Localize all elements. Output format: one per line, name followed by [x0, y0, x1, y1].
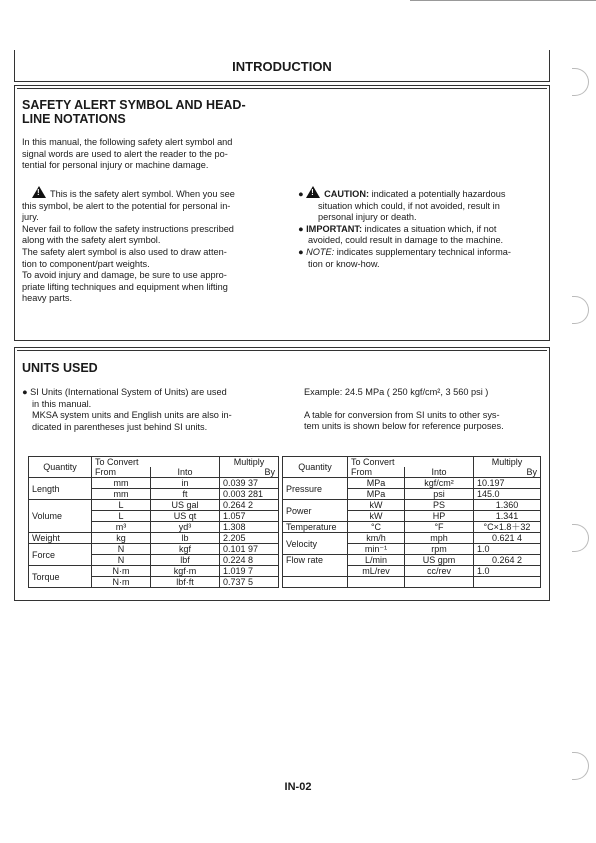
conversion-table — [28, 456, 541, 588]
quantity-cell: Length — [29, 478, 92, 500]
from-cell: mm — [92, 489, 151, 500]
into-cell: cc/rev — [405, 566, 474, 577]
by-cell: 0.264 2 — [474, 555, 541, 566]
into-cell: US qt — [151, 511, 220, 522]
binder-hole — [572, 752, 589, 780]
by-cell: 10.197 — [474, 478, 541, 489]
by-cell: 1.360 — [474, 500, 541, 511]
page-title: INTRODUCTION — [232, 59, 332, 74]
from-cell: min⁻¹ — [348, 544, 405, 555]
quantity-cell: Power — [283, 500, 348, 522]
text-line: This is the safety alert symbol. When you see — [50, 189, 235, 199]
text-line: indicated a potentially hazardous — [371, 189, 506, 199]
text-line: In this manual, the following safety alert symbol and — [22, 137, 233, 147]
from-cell: N — [92, 555, 151, 566]
from-cell: mL/rev — [348, 566, 405, 577]
by-cell: 0.003 281 — [220, 489, 279, 500]
into-cell: kgf — [151, 544, 220, 555]
empty-cell — [474, 577, 541, 588]
text-line: avoided, could result in damage to the machine. — [308, 235, 504, 246]
into-cell: psi — [405, 489, 474, 500]
symbol-paragraph — [22, 186, 272, 305]
into-cell: HP — [405, 511, 474, 522]
text-line: SI Units (International System of Units) are used — [30, 387, 227, 397]
quantity-cell: Temperature — [283, 522, 348, 533]
col-header-into: Into — [405, 467, 474, 478]
col-header-quantity: Quantity — [283, 457, 348, 478]
text-line: situation which could, if not avoided, result in — [318, 200, 500, 211]
col-header-quantity: Quantity — [29, 457, 92, 478]
empty-cell — [405, 577, 474, 588]
text-line: this symbol, be alert to the potential for personal in- — [22, 200, 231, 211]
from-cell: L/min — [348, 555, 405, 566]
text-line: To avoid injury and damage, be sure to use appro- — [22, 270, 227, 281]
heading-line: SAFETY ALERT SYMBOL AND HEAD- — [22, 98, 246, 112]
text-line: personal injury or death. — [318, 212, 417, 223]
into-cell: lbf — [151, 555, 220, 566]
important-label: IMPORTANT: — [306, 223, 363, 234]
into-cell: mph — [405, 533, 474, 544]
section-heading — [22, 98, 246, 126]
units-paragraph — [22, 387, 282, 433]
by-cell: 1.308 — [220, 522, 279, 533]
into-cell: in — [151, 478, 220, 489]
example-paragraph — [304, 387, 544, 433]
safety-alert-icon: ! — [306, 186, 320, 198]
text-line: along with the safety alert symbol. — [22, 235, 161, 246]
from-cell: MPa — [348, 478, 405, 489]
from-cell: mm — [92, 478, 151, 489]
col-header-by: By — [474, 467, 541, 478]
by-cell: 0.737 5 — [220, 577, 279, 588]
into-cell: ft — [151, 489, 220, 500]
empty-cell — [283, 577, 348, 588]
text-line: A table for conversion from SI units to other sys- — [304, 409, 500, 420]
quantity-cell: Weight — [29, 533, 92, 544]
heading-line: LINE NOTATIONS — [22, 112, 126, 126]
by-cell: 0.224 8 — [220, 555, 279, 566]
table-row — [29, 522, 541, 533]
section-inner-rule — [17, 350, 547, 351]
table-header-row — [29, 457, 541, 468]
col-header-into: Into — [151, 467, 220, 478]
from-cell: °C — [348, 522, 405, 533]
example-line: Example: 24.5 MPa ( 250 kgf/cm², 3 560 psi ) — [304, 387, 489, 397]
by-cell: 1.0 — [474, 544, 541, 555]
table-row — [29, 577, 541, 588]
from-cell: L — [92, 511, 151, 522]
by-cell: 2.205 — [220, 533, 279, 544]
by-cell: 145.0 — [474, 489, 541, 500]
text-line: heavy parts. — [22, 293, 73, 304]
text-line: Never fail to follow the safety instructions prescribed — [22, 223, 234, 234]
bullet-icon: ● — [298, 246, 307, 257]
text-line: jury. — [22, 212, 39, 223]
into-cell: °F — [405, 522, 474, 533]
by-cell: 0.264 2 — [220, 500, 279, 511]
bullet-icon: ● — [22, 387, 31, 397]
from-cell: N·m — [92, 566, 151, 577]
text-line: The safety alert symbol is also used to draw atten- — [22, 246, 227, 257]
col-header-multiply: Multiply — [220, 457, 279, 468]
quantity-cell: Force — [29, 544, 92, 566]
by-cell: 1.057 — [220, 511, 279, 522]
quantity-cell: Torque — [29, 566, 92, 588]
into-cell: PS — [405, 500, 474, 511]
notation-list — [298, 186, 538, 270]
quantity-cell: Volume — [29, 500, 92, 533]
by-cell: 0.039 37 — [220, 478, 279, 489]
text-line: in this manual. — [32, 398, 92, 409]
text-line: tem units is shown below for reference purposes. — [304, 421, 504, 432]
table-row — [29, 555, 541, 566]
from-cell: m³ — [92, 522, 151, 533]
by-cell: 1.0 — [474, 566, 541, 577]
from-cell: km/h — [348, 533, 405, 544]
col-header-from: From — [92, 467, 151, 478]
text-line: MKSA system units and English units are also in- — [32, 410, 232, 421]
title-rule — [14, 81, 550, 82]
into-cell: yd³ — [151, 522, 220, 533]
page-number: IN-02 — [284, 781, 312, 793]
quantity-cell: Flow rate — [283, 555, 348, 577]
table-row — [29, 533, 541, 544]
intro-paragraph — [22, 137, 272, 172]
from-cell: kW — [348, 500, 405, 511]
text-line: priate lifting techniques and equipment when lifting — [22, 281, 228, 292]
from-cell: L — [92, 500, 151, 511]
by-cell: °C×1.8＋32 — [474, 522, 541, 533]
col-header-multiply: Multiply — [474, 457, 541, 468]
from-cell: N — [92, 544, 151, 555]
text-line: indicates supplementary technical informa- — [336, 246, 511, 257]
text-line: signal words are used to alert the reader to the po- — [22, 148, 228, 159]
col-header-to-convert: To Convert — [92, 457, 220, 468]
quantity-cell: Velocity — [283, 533, 348, 555]
note-label: NOTE: — [306, 246, 335, 257]
by-cell: 0.101 97 — [220, 544, 279, 555]
table-row — [29, 478, 541, 489]
from-cell: MPa — [348, 489, 405, 500]
into-cell: lb — [151, 533, 220, 544]
text-line: dicated in parentheses just behind SI units. — [32, 421, 208, 432]
into-cell: kgf·m — [151, 566, 220, 577]
section-heading: UNITS USED — [22, 361, 98, 375]
caution-label: CAUTION: — [324, 189, 370, 199]
text-line: indicates a situation which, if not — [364, 223, 497, 234]
top-rule — [410, 0, 596, 1]
from-cell: N·m — [92, 577, 151, 588]
binder-hole — [572, 68, 589, 96]
into-cell: rpm — [405, 544, 474, 555]
into-cell: US gpm — [405, 555, 474, 566]
col-header-to-convert: To Convert — [348, 457, 474, 468]
bullet-icon: ● — [298, 189, 307, 199]
empty-cell — [348, 577, 405, 588]
from-cell: kg — [92, 533, 151, 544]
into-cell: lbf·ft — [151, 577, 220, 588]
text-line: tential for personal injury or machine damage. — [22, 160, 209, 171]
table-row — [29, 500, 541, 511]
from-cell: kW — [348, 511, 405, 522]
by-cell: 1.341 — [474, 511, 541, 522]
into-cell: kgf/cm² — [405, 478, 474, 489]
col-header-by: By — [220, 467, 279, 478]
section-inner-rule — [17, 88, 547, 89]
quantity-cell: Pressure — [283, 478, 348, 500]
safety-alert-icon: ! — [32, 186, 46, 198]
binder-hole — [572, 524, 589, 552]
by-cell: 0.621 4 — [474, 533, 541, 544]
binder-hole — [572, 296, 589, 324]
by-cell: 1.019 7 — [220, 566, 279, 577]
bullet-icon: ● — [298, 223, 307, 234]
into-cell: US gal — [151, 500, 220, 511]
text-line: tion or know-how. — [308, 258, 380, 269]
col-header-from: From — [348, 467, 405, 478]
text-line: tion to component/part weights. — [22, 258, 150, 269]
